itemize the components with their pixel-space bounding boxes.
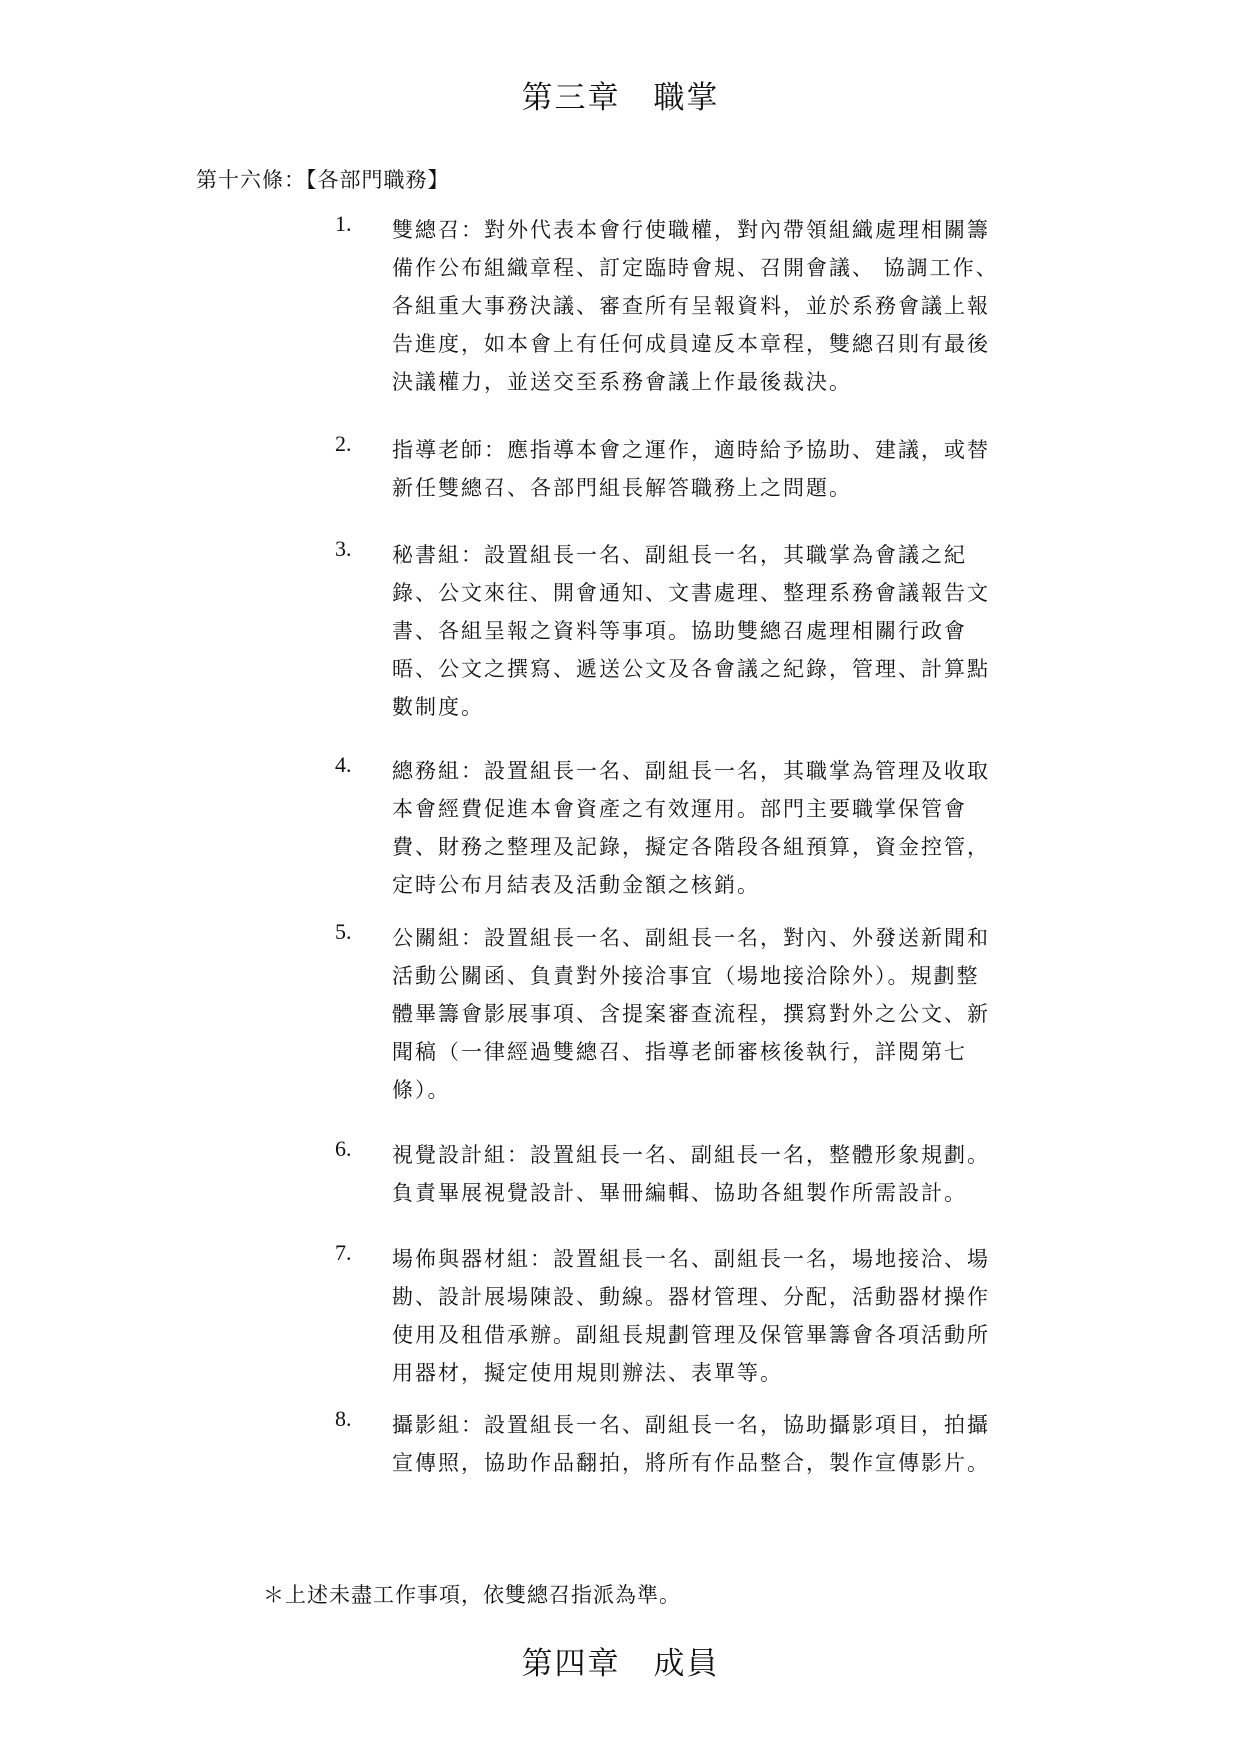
text-line: 用器材，擬定使用規則辦法、表單等。 — [392, 1361, 783, 1385]
chapter-title: 第三章 職掌 — [521, 80, 720, 116]
text-line: 活動公關函、負責對外接洽事宜（場地接洽除外）。規劃整 — [392, 964, 980, 988]
item-text — [392, 536, 1052, 726]
chapter-title: 第四章 成員 — [521, 1646, 720, 1682]
article-heading: 第十六條：【各部門職務】 — [196, 168, 450, 192]
text-line: 本會經費促進本會資產之有效運用。部門主要職掌保管會 — [392, 797, 967, 821]
text-line: 攝影組：設置組長一名、副組長一名，協助攝影項目，拍攝 — [392, 1413, 990, 1437]
text-line: 費、財務之整理及記錄，擬定各階段各組預算，資金控管， — [392, 835, 990, 859]
text-line: 定時公布月結表及活動金額之核銷。 — [392, 873, 760, 897]
text-line: 晤、公文之撰寫、遞送公文及各會議之紀錄，管理、計算點 — [392, 657, 990, 681]
text-line: 場佈與器材組：設置組長一名、副組長一名，場地接洽、場 — [392, 1247, 990, 1271]
item-number: 4. — [335, 752, 352, 777]
text-line: 指導老師：應指導本會之運作，適時給予協助、建議，或替 — [392, 438, 990, 462]
text-line: 備作公布組織章程、訂定臨時會規、召開會議、 協調工作、 — [392, 256, 999, 280]
text-line: 新任雙總召、各部門組長解答職務上之問題。 — [392, 476, 852, 500]
text-line: 錄、公文來往、開會通知、文書處理、整理系務會議報告文 — [392, 581, 990, 605]
text-line: 總務組：設置組長一名、副組長一名，其職掌為管理及收取 — [392, 759, 990, 783]
item-number: 6. — [335, 1136, 352, 1161]
text-line: 勘、設計展場陳設、動線。器材管理、分配，活動器材操作 — [392, 1285, 990, 1309]
text-line: 宣傳照，協助作品翻拍，將所有作品整合，製作宣傳影片。 — [392, 1451, 990, 1475]
item-text — [392, 1240, 1052, 1392]
text-line: 視覺設計組：設置組長一名、副組長一名，整體形象規劃。 — [392, 1143, 990, 1167]
footnote: ＊上述未盡工作事項，依雙總召指派為準。 — [263, 1583, 681, 1607]
text-line: 公關組：設置組長一名、副組長一名，對內、外發送新聞和 — [392, 926, 990, 950]
item-number: 5. — [335, 919, 352, 944]
item-text — [392, 752, 1052, 904]
item-number: 2. — [335, 431, 352, 456]
text-line: 秘書組：設置組長一名、副組長一名，其職掌為會議之紀 — [392, 543, 967, 567]
item-text — [392, 1406, 1052, 1482]
text-line: 告進度，如本會上有任何成員違反本章程，雙總召則有最後 — [392, 332, 990, 356]
item-number: 7. — [335, 1240, 352, 1265]
text-line: 條）。 — [392, 1078, 451, 1102]
item-text — [392, 211, 1052, 401]
text-line: 負責畢展視覺設計、畢冊編輯、協助各組製作所需設計。 — [392, 1181, 967, 1205]
item-number: 8. — [335, 1406, 352, 1431]
text-line: 聞稿（一律經過雙總召、指導老師審核後執行，詳閱第七 — [392, 1040, 967, 1064]
text-line: 各組重大事務決議、審查所有呈報資料，並於系務會議上報 — [392, 294, 990, 318]
item-text — [392, 919, 1052, 1109]
text-line: 書、各組呈報之資料等事項。協助雙總召處理相關行政會 — [392, 619, 967, 643]
item-text — [392, 431, 1052, 507]
text-line: 數制度。 — [392, 695, 484, 719]
text-line: 使用及租借承辦。副組長規劃管理及保管畢籌會各項活動所 — [392, 1323, 990, 1347]
text-line: 體畢籌會影展事項、含提案審查流程，撰寫對外之公文、新 — [392, 1002, 990, 1026]
text-line: 雙總召：對外代表本會行使職權，對內帶領組織處理相關籌 — [392, 218, 990, 242]
text-line: 決議權力，並送交至系務會議上作最後裁決。 — [392, 370, 852, 394]
item-number: 3. — [335, 536, 352, 561]
item-number: 1. — [335, 211, 352, 236]
item-text — [392, 1136, 1052, 1212]
